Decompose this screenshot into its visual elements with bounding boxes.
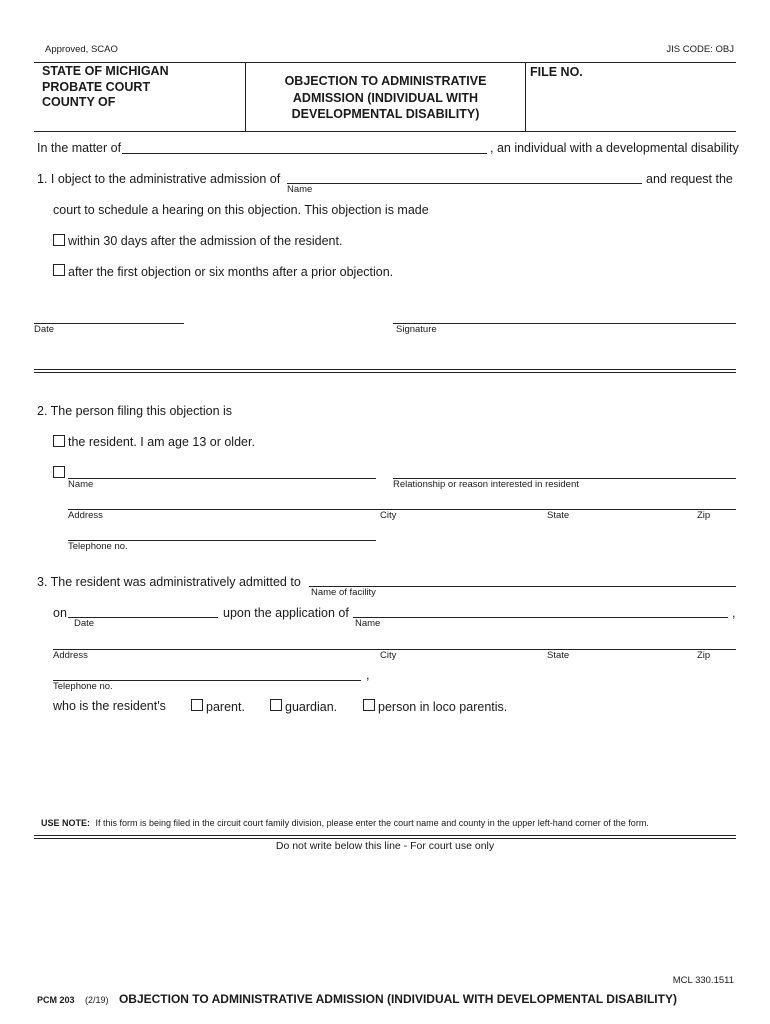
signature-label: Signature [396,324,437,335]
resident-label: the resident. I am age 13 or older. [68,435,255,449]
use-note-label: USE NOTE: [41,818,91,828]
on-label: on [53,606,67,620]
applicant-zip-label: Zip [697,650,711,661]
form-revision: (2/19) [84,995,109,1005]
footer-title: OBJECTION TO ADMINISTRATIVE ADMISSION (INDIVIDUAL WITH DEVELOPMENTAL DISABILITY) [118,992,677,1006]
applicant-name-caption: Name [355,618,381,629]
parent-checkbox[interactable] [191,699,203,711]
within-30-days-label: within 30 days after the admission of the resident. [68,234,343,248]
section-divider-1 [34,369,736,373]
filer-state-label: State [547,510,570,521]
applicant-state-label: State [547,650,570,661]
facility-name-caption: Name of facility [311,587,376,598]
filer-zip-label: Zip [697,510,711,521]
item1-name-input[interactable] [287,183,642,184]
applicant-city-label: City [380,650,397,661]
applicant-telephone-label: Telephone no. [53,681,113,692]
use-note-text: If this form is being filed in the circuit court family division, please enter the court name and county in the upper left-hand corner of the form. [95,818,649,828]
upon-application-label: upon the application of [223,606,349,620]
guardian-label: guardian. [285,700,338,714]
applicant-address-label: Address [53,650,88,661]
jis-code-label: JIS CODE: OBJ [666,44,734,55]
use-note [41,818,649,828]
filer-address-label: Address [68,510,103,521]
approved-label: Approved, SCAO [45,44,118,55]
court-county-field[interactable]: COUNTY OF [42,95,116,109]
court-use-label: Do not write below this line - For court use only [275,840,495,852]
matter-prefix: In the matter of [37,141,122,155]
date-input[interactable] [34,323,184,324]
loco-parentis-checkbox[interactable] [363,699,375,711]
after-first-objection-label: after the first objection or six months after a prior objection. [68,265,394,279]
signature-input[interactable] [393,323,736,324]
filer-telephone-label: Telephone no. [68,541,128,552]
court-state: STATE OF MICHIGAN [42,64,169,78]
form-title-line-3: DEVELOPMENTAL DISABILITY) [291,107,480,121]
court-use-divider [34,835,736,839]
date-label: Date [34,324,55,335]
filer-city-label: City [380,510,397,521]
form-title [246,73,525,123]
form-title-line-1: OBJECTION TO ADMINISTRATIVE [284,74,487,88]
resident-checkbox[interactable] [53,435,65,447]
court-type: PROBATE COURT [42,79,151,94]
court-block [42,64,169,111]
parent-label: parent. [206,700,245,714]
guardian-checkbox[interactable] [270,699,282,711]
form-title-line-2: ADMISSION (INDIVIDUAL WITH [292,90,479,105]
item1-text-b: and request the [646,172,733,186]
item2-text: 2. The person filing this objection is [37,404,233,418]
matter-suffix: , an individual with a developmental disability [490,141,739,155]
applicant-name-input[interactable] [353,617,728,618]
file-no-field[interactable]: FILE NO. [530,65,583,79]
item1-text-c: court to schedule a hearing on this objection. This objection is made [53,203,429,217]
matter-name-input[interactable] [122,153,487,154]
loco-parentis-label: person in loco parentis. [378,700,508,714]
who-is-label: who is the resident's [53,699,166,713]
footer-line [37,990,677,1008]
relationship-label: Relationship or reason interested in resident [393,479,579,490]
applicant-comma: , [732,606,736,620]
item1-name-caption: Name [287,184,313,195]
item1-text-a: 1. I object to the administrative admission of [37,172,281,186]
other-person-checkbox[interactable] [53,466,65,478]
item3-text: 3. The resident was administratively admitted to [37,575,301,589]
within-30-days-checkbox[interactable] [53,234,65,246]
admission-date-caption: Date [74,618,95,629]
filer-address-input[interactable] [68,509,736,510]
telephone-comma: , [366,668,370,682]
after-first-objection-checkbox[interactable] [53,264,65,276]
filer-name-label: Name [68,479,94,490]
filer-name-input[interactable] [68,478,376,479]
mcl-citation: MCL 330.1511 [672,975,734,986]
form-number: PCM 203 [37,995,75,1005]
